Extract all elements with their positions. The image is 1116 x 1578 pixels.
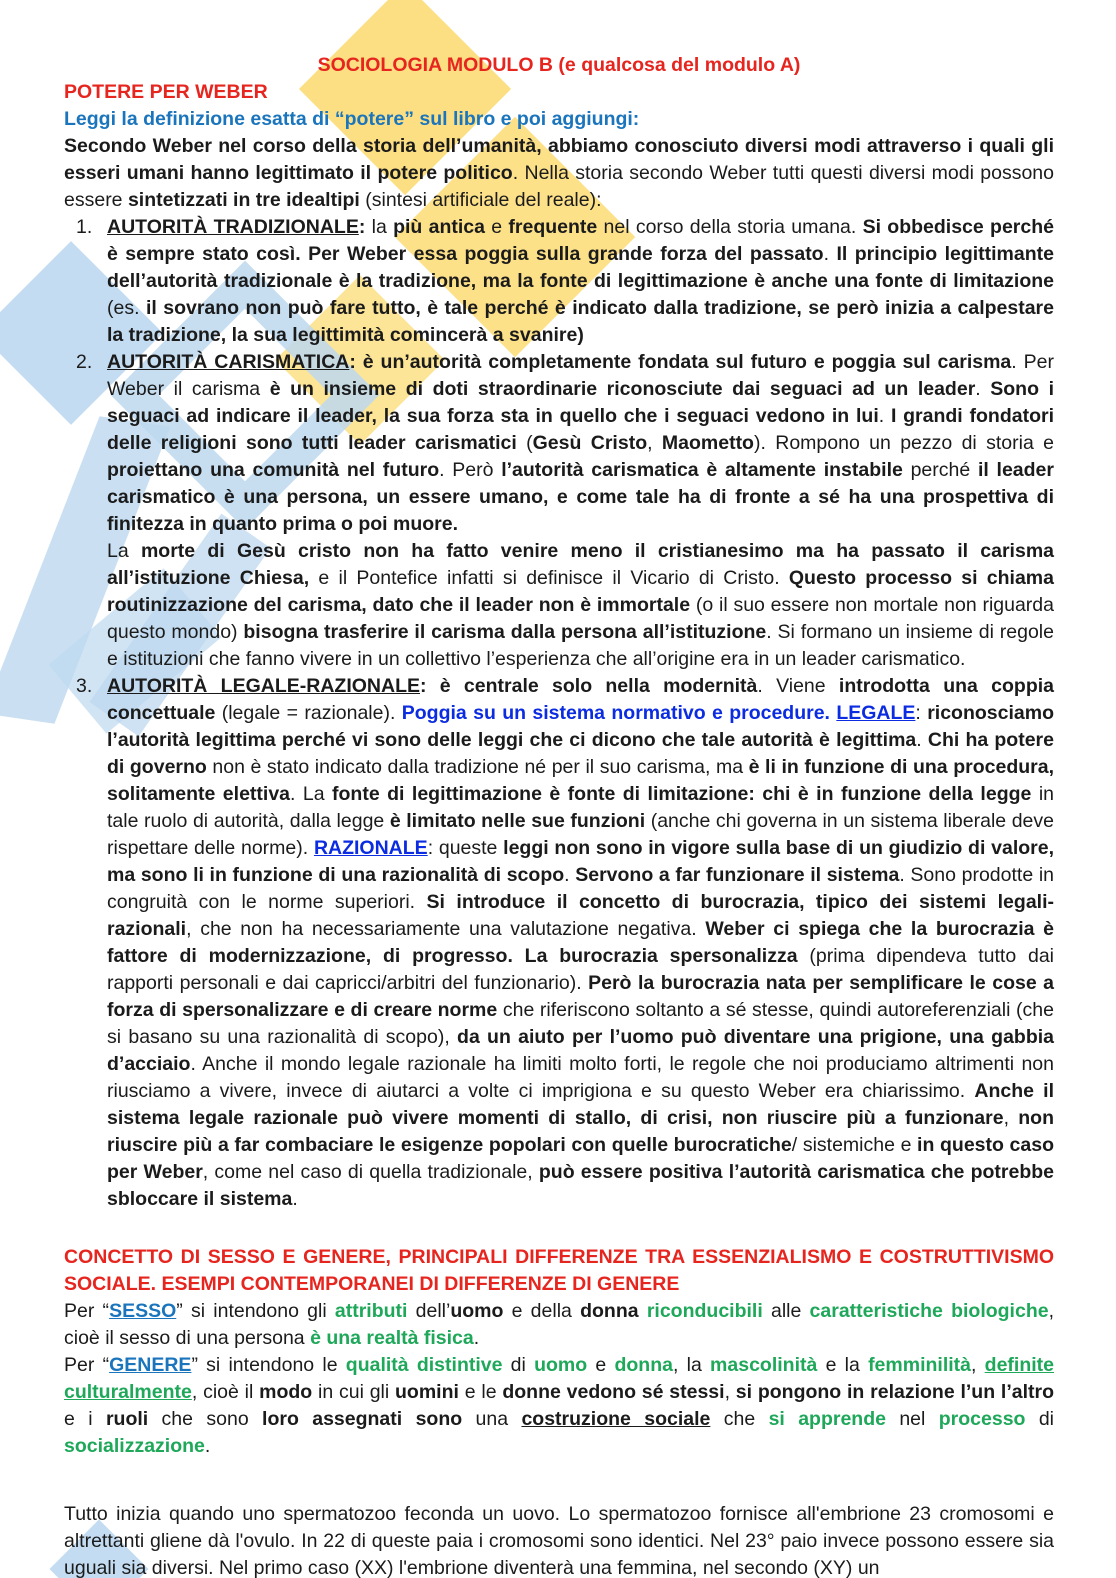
- para: [64, 1298, 1054, 1352]
- text-run: :: [915, 702, 928, 724]
- text-run: CONCETTO DI SESSO E GENERE, PRINCIPALI DIFFERENZE TRA ESSENZIALISMO E COSTRUTTIVISMO SOCIALE. ESEMPI CONTEMPORANEI DI DIFFERENZE DI GENERE: [64, 1246, 1054, 1295]
- list-item: [64, 673, 1054, 1213]
- text-run: processo: [938, 1408, 1026, 1430]
- text-run: nel: [885, 1408, 939, 1430]
- text-run: è li in funzione di una procedura, solitamente elettiva: [107, 756, 1054, 805]
- text-run: ,: [971, 1354, 985, 1376]
- text-run: donna: [614, 1354, 673, 1376]
- text-run: mascolinità: [710, 1354, 818, 1376]
- text-run: :: [358, 216, 372, 238]
- text-run: e della: [503, 1300, 581, 1322]
- title: [64, 52, 1054, 79]
- text-run: da un aiuto per l’uomo può diventare una prigione, una gabbia d’acciaio: [107, 1026, 1054, 1075]
- text-run: ruoli: [105, 1408, 149, 1430]
- text-run: femminilità: [868, 1354, 971, 1376]
- list-item-text: [107, 214, 1054, 349]
- text-run: / sistemiche e: [791, 1134, 918, 1156]
- list-marker: 1.: [76, 216, 93, 238]
- text-run: loro assegnati sono: [262, 1408, 463, 1430]
- text-run: :: [349, 351, 363, 373]
- text-run: I grandi fondatori delle religioni sono tutti leader carismatici: [107, 405, 1054, 454]
- text-run: ” si intendono gli: [176, 1300, 335, 1322]
- text-run: (legale = razionale).: [215, 702, 402, 724]
- text-run: ,: [1003, 1107, 1019, 1129]
- text-run: (o il suo essere non mortale non riguarda questo mondo): [107, 594, 1054, 643]
- text-run: non riuscire più a far combaciare le esigenze popolari con quelle burocratiche: [107, 1107, 1054, 1156]
- text-run: frequente: [508, 216, 598, 238]
- text-run: SESSO: [109, 1300, 177, 1322]
- text-run: Chi ha potere di governo: [107, 729, 1054, 778]
- list-item: [64, 349, 1054, 538]
- text-run: costruzione sociale: [521, 1408, 711, 1430]
- text-run: donne vedono sé stessi: [502, 1381, 725, 1403]
- text-run: donna: [580, 1300, 639, 1322]
- text-run: morte di Gesù cristo non ha fatto venire meno il cristianesimo ma ha passato il carisma all’istituzione Chiesa,: [107, 540, 1055, 589]
- text-run: ,: [647, 432, 662, 454]
- text-run: è una realtà fisica: [310, 1327, 474, 1349]
- text-run: ). Rompono un pezzo di storia e: [753, 432, 1054, 454]
- text-run: Poggia su un sistema normativo e procedure.: [401, 702, 837, 724]
- text-run: Leggi la definizione esatta di “potere” sul libro e poi aggiungi:: [64, 108, 640, 130]
- text-run: Servono a far funzionare il sistema: [575, 864, 900, 886]
- text-run: bisogna trasferire il carisma dalla persona all’istituzione: [243, 621, 767, 643]
- text-run: uomini: [395, 1381, 459, 1403]
- text-run: .: [564, 864, 576, 886]
- text-run: qualità distintive: [345, 1354, 503, 1376]
- text-run: , cioè il sesso di una persona: [64, 1300, 1054, 1349]
- cont: [107, 538, 1054, 673]
- text-run: : queste: [427, 837, 504, 859]
- text-run: . Viene: [757, 675, 839, 697]
- text-run: è un’autorità completamente fondata sul futuro e poggia sul carisma: [362, 351, 1012, 373]
- text-run: .: [473, 1327, 480, 1349]
- red-heading: [64, 79, 1054, 106]
- text-run: è centrale solo nella modernità: [439, 675, 758, 697]
- text-run: definite culturalmente: [64, 1354, 1054, 1403]
- text-run: proiettano una comunità nel futuro: [107, 459, 440, 481]
- text-run: caratteristiche biologiche: [809, 1300, 1049, 1322]
- text-run: socializzazione: [64, 1435, 205, 1457]
- list-marker: 3.: [76, 675, 93, 697]
- text-run: in tale ruolo di autorità, dalla legge: [107, 783, 1055, 832]
- text-run: e le: [458, 1381, 503, 1403]
- text-run: Sono i seguaci ad indicare il leader, la sua forza sta in quello che i seguaci vedono in lui: [107, 378, 1054, 427]
- text-run: si pongono in relazione l’un l’altro: [735, 1381, 1055, 1403]
- text-run: Maometto: [661, 432, 754, 454]
- text-run: leggi non sono in vigore sulla base di un giudizio di valore, ma sono li in funzione di una razionalità di scopo: [107, 837, 1054, 886]
- text-run: in cui gli: [312, 1381, 396, 1403]
- text-run: il leader carismatico è una persona, un essere umano, e come tale ha di fronte a sé ha una prospettiva di finitezza in quanto prima o poi muore.: [107, 459, 1054, 535]
- text-run: , cioè il: [191, 1381, 260, 1403]
- text-run: Però la burocrazia nata per semplificare le cose a forza di spersonalizzare e di creare norme: [107, 972, 1055, 1021]
- text-run: una: [462, 1408, 522, 1430]
- text-run: , la: [672, 1354, 711, 1376]
- text-run: LEGALE: [836, 702, 916, 724]
- text-run: e: [587, 1354, 615, 1376]
- text-run: .: [975, 378, 991, 400]
- text-run: .: [292, 1188, 298, 1210]
- para: [64, 1352, 1054, 1460]
- text-run: modo: [259, 1381, 313, 1403]
- text-run: La: [107, 540, 141, 562]
- text-run: che riferiscono soltanto a sé stesse, quindi autoreferenziali (che si basano su una razionalità di scopo),: [107, 999, 1054, 1048]
- text-run: perché: [902, 459, 978, 481]
- text-run: il sovrano non può fare tutto, è tale perché è indicato dalla tradizione, se però inizia a calpestare la tradizione, la sua legittimità comincerà a svanire): [107, 297, 1054, 346]
- text-run: sintetizzati in tre idealtipi: [127, 189, 360, 211]
- blue-heading: [64, 106, 1054, 133]
- text-run: alle: [762, 1300, 810, 1322]
- text-run: AUTORITÀ CARISMATICA: [107, 351, 350, 373]
- text-run: (sintesi artificiale del reale):: [359, 189, 602, 211]
- text-run: e il Pontefice infatti si definisce il Vicario di Cristo.: [309, 567, 789, 589]
- text-run: ” si intendono le: [191, 1354, 346, 1376]
- text-run: (es.: [107, 297, 146, 319]
- text-run: uomo: [450, 1300, 504, 1322]
- text-run: .: [916, 729, 928, 751]
- text-run: riconducibili: [646, 1300, 763, 1322]
- text-run: dell’: [407, 1300, 451, 1322]
- text-run: si apprende: [768, 1408, 886, 1430]
- text-run: non è stato indicato dalla tradizione né per il suo carisma, ma: [206, 756, 749, 778]
- text-run: . La: [290, 783, 333, 805]
- text-run: Per “: [64, 1354, 110, 1376]
- text-run: più antica: [393, 216, 485, 238]
- text-run: , che non ha necessariamente una valutazione negativa.: [186, 918, 706, 940]
- text-run: di: [1025, 1408, 1055, 1430]
- text-run: . Anche il mondo legale razionale ha limiti molto forti, le regole che noi produciamo altrimenti non riusciamo a vivere, invece di aiutarci a volte ci imprigiona e su questo Weber era chiarissimo.: [107, 1053, 1054, 1102]
- text-run: introdotta una coppia concettuale: [107, 675, 1054, 724]
- text-run: è un insieme di doti straordinarie riconosciute dai seguaci ad un leader: [269, 378, 976, 400]
- text-run: che: [710, 1408, 769, 1430]
- text-run: . Nella storia secondo Weber tutti questi diversi modi possono essere: [64, 162, 1054, 211]
- text-run: uomo: [534, 1354, 588, 1376]
- list-item-text: [107, 349, 1054, 538]
- text-run: POTERE PER WEBER: [64, 81, 268, 103]
- text-run: attributi: [334, 1300, 408, 1322]
- red-heading: [64, 1244, 1054, 1298]
- text-run: (prima dipendeva tutto dai rapporti personali e dai capricci/arbitri del funzionario).: [107, 945, 1054, 994]
- text-run: fonte di legittimazione è fonte di limitazione: chi è in funzione della legge: [332, 783, 1032, 805]
- text-run: Il principio legittimante dell’autorità tradizionale è la tradizione, ma la fonte di legittimazione è anche una fonte di limitazione: [107, 243, 1054, 292]
- text-run: AUTORITÀ LEGALE-RAZIONALE: [107, 675, 420, 697]
- text-run: nel corso della storia umana.: [597, 216, 863, 238]
- text-run: . Però: [439, 459, 502, 481]
- text-run: e i: [64, 1408, 106, 1430]
- text-run: Weber ci spiega che la burocrazia è fattore di modernizzazione, di progresso. La burocrazia spersonalizza: [107, 918, 1054, 967]
- list-item-text: [107, 673, 1054, 1213]
- text-run: riconosciamo l’autorità legittima perché vi sono delle leggi che ci dicono che tale autorità è legittima: [107, 702, 1054, 751]
- text-run: GENERE: [109, 1354, 192, 1376]
- text-run: in questo caso per Weber: [107, 1134, 1054, 1183]
- para: [64, 133, 1054, 214]
- text-run: AUTORITÀ TRADIZIONALE: [107, 216, 359, 238]
- text-run: e: [484, 216, 509, 238]
- list-marker: 2.: [76, 351, 93, 373]
- text-run: Tutto inizia quando uno spermatozoo feconda un uovo. Lo spermatozoo fornisce all'embrione 23 cromosomi e altrettanti gliene dà l'ovulo. In 22 di queste paia i cromosomi sono identici. Nel 23° paio invece possono essere sia uguali sia diversi. Nel primo caso (XX) l'embrione diventerà una femmina, nel secondo (XY) un: [64, 1503, 1054, 1578]
- text-run: .: [204, 1435, 211, 1457]
- text-run: Secondo Weber nel corso della storia dell’umanità, abbiamo conosciuto diversi modi attraverso i quali gli esseri umani hanno legittimato il potere politico: [64, 135, 1054, 184]
- text-run: che sono: [148, 1408, 263, 1430]
- text-run: . Sono prodotte in congruità con le norme superiori.: [107, 864, 1054, 913]
- text-run: , come nel caso di quella tradizionale,: [202, 1161, 539, 1183]
- text-run: .: [823, 243, 837, 265]
- text-run: :: [420, 675, 440, 697]
- para: [64, 1501, 1054, 1578]
- text-run: [639, 1300, 647, 1322]
- text-run: Anche il sistema legale razionale può vivere momenti di stallo, di crisi, non riuscire più a funzionare: [107, 1080, 1054, 1129]
- text-run: Gesù Cristo: [532, 432, 648, 454]
- text-run: Si obbedisce perché è sempre stato così. Per Weber essa poggia sulla grande forza del passato: [107, 216, 1054, 265]
- text-run: è limitato nelle sue funzioni: [389, 810, 646, 832]
- text-run: e la: [817, 1354, 869, 1376]
- text-run: RAZIONALE: [313, 837, 428, 859]
- text-run: . Si formano un insieme di regole e istituzioni che fanno vivere in un collettivo l’esperienza che all’origine era in un leader carismatico.: [107, 621, 1054, 670]
- text-run: Per “: [64, 1300, 110, 1322]
- text-run: Questo processo si chiama routinizzazione del carisma, dato che il leader non è immortale: [107, 567, 1054, 616]
- list-item: [64, 214, 1054, 349]
- text-run: . Per Weber il carisma: [107, 351, 1054, 400]
- text-run: SOCIOLOGIA MODULO B (e qualcosa del modulo A): [317, 54, 801, 76]
- text-run: può essere positiva l’autorità carismatica che potrebbe sbloccare il sistema: [107, 1161, 1054, 1210]
- text-run: la: [371, 216, 394, 238]
- text-run: (: [516, 432, 533, 454]
- text-run: di: [502, 1354, 535, 1376]
- text-run: l’autorità carismatica è altamente instabile: [501, 459, 903, 481]
- text-run: (anche chi governa in un sistema liberale deve rispettare delle norme).: [107, 810, 1054, 859]
- text-run: ,: [724, 1381, 736, 1403]
- text-run: .: [878, 405, 891, 427]
- text-run: Si introduce il concetto di burocrazia, tipico dei sistemi legali-razionali: [107, 891, 1054, 940]
